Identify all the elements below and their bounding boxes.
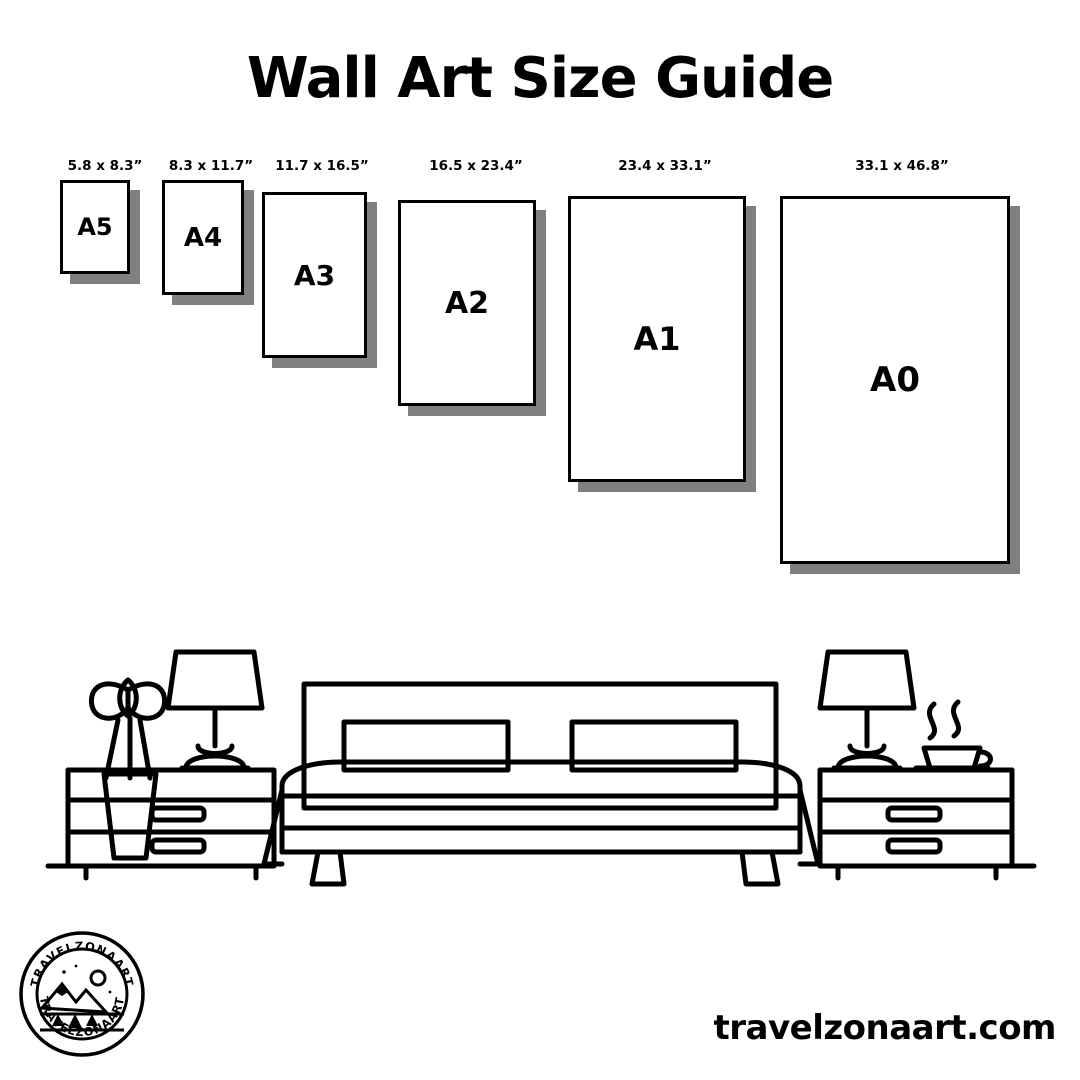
frame-box-a5[interactable] bbox=[60, 180, 130, 274]
frame-group-a1[interactable] bbox=[568, 158, 768, 496]
frame-box-a4[interactable] bbox=[162, 180, 244, 295]
frame-label-a0: A0 bbox=[870, 360, 920, 400]
bed-icon bbox=[264, 684, 818, 884]
frame-group-a4[interactable] bbox=[162, 158, 272, 330]
frame-dimensions-a5: 5.8 x 8.3” bbox=[67, 158, 143, 174]
frame-box-a3[interactable] bbox=[262, 192, 367, 358]
right-table-lamp-icon bbox=[820, 652, 914, 768]
frame-label-a2: A2 bbox=[444, 285, 490, 321]
frame-dimensions-a0: 33.1 x 46.8” bbox=[855, 158, 949, 174]
frame-label-a3: A3 bbox=[293, 258, 336, 292]
svg-text:TRAVELZONAART bbox=[37, 995, 127, 1039]
frame-dimensions-a4: 8.3 x 11.7” bbox=[168, 158, 254, 174]
website-url[interactable]: travelzonaart.com bbox=[713, 1008, 1056, 1048]
right-nightstand-icon bbox=[820, 770, 1012, 878]
frame-group-a3[interactable] bbox=[262, 158, 392, 392]
frame-label-a4: A4 bbox=[183, 222, 223, 253]
frame-dimensions-a2: 16.5 x 23.4” bbox=[429, 158, 523, 174]
frame-dimensions-a3: 11.7 x 16.5” bbox=[275, 158, 369, 174]
frame-label-a5: A5 bbox=[77, 213, 113, 241]
logo-top-text: TRAVELZONAART bbox=[27, 938, 137, 989]
frame-box-a2[interactable] bbox=[398, 200, 536, 406]
frame-group-a0[interactable] bbox=[780, 158, 1032, 586]
page-title: Wall Art Size Guide bbox=[246, 46, 834, 111]
frame-box-a0[interactable] bbox=[780, 196, 1010, 564]
frame-group-a5[interactable] bbox=[60, 158, 150, 310]
frame-group-a2[interactable] bbox=[398, 158, 558, 430]
frame-label-a1: A1 bbox=[633, 320, 681, 358]
left-nightstand-icon bbox=[68, 770, 274, 878]
frame-box-a1[interactable] bbox=[568, 196, 746, 482]
frame-dimensions-a1: 23.4 x 33.1” bbox=[618, 158, 712, 174]
bedroom-illustration bbox=[0, 560, 1080, 920]
brand-logo[interactable] bbox=[18, 930, 146, 1058]
left-table-lamp-icon bbox=[168, 652, 262, 768]
logo-bottom-text: TRAVELZONAART bbox=[36, 995, 128, 1040]
coffee-cup-icon bbox=[916, 702, 991, 768]
